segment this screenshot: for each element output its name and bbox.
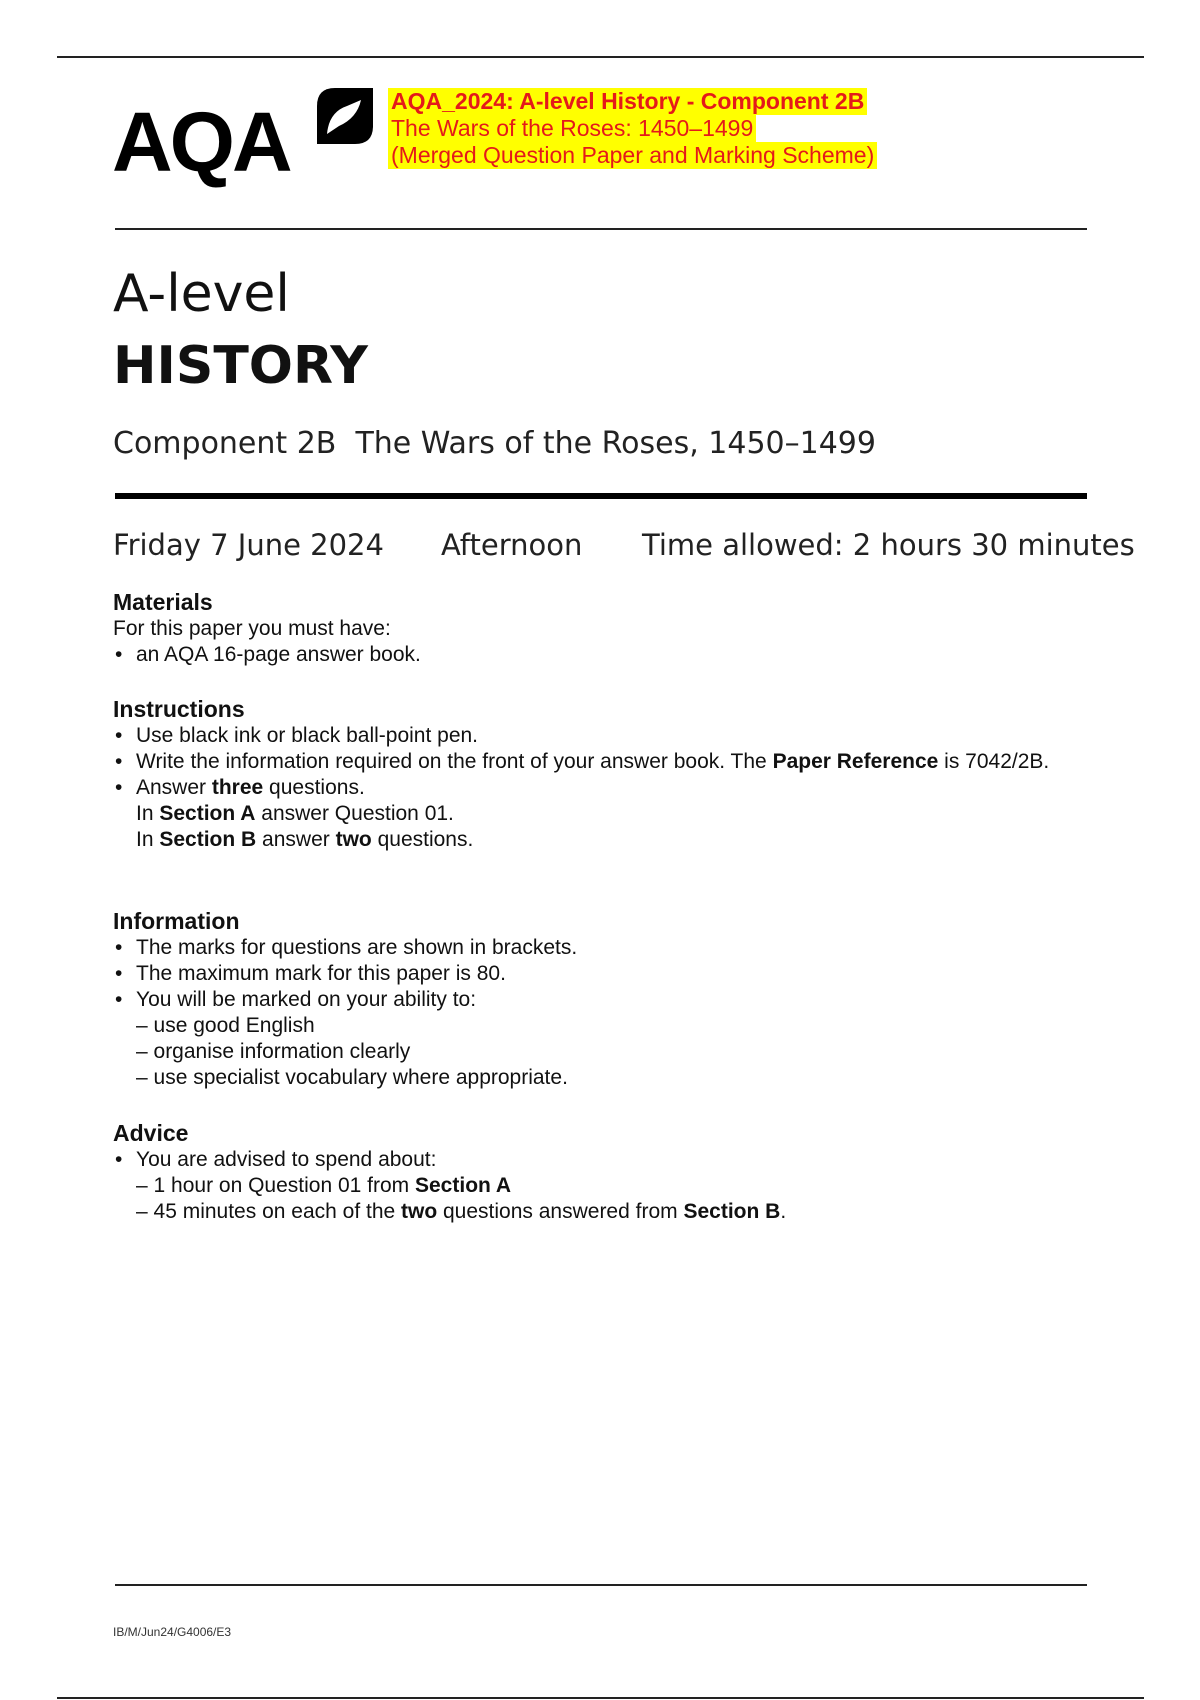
materials-intro: For this paper you must have: [113,617,391,640]
exam-date: Friday 7 June 2024 [113,528,384,562]
instructions-item: • Use black ink or black ball-point pen. [113,723,1073,749]
footer-divider [115,1584,1087,1586]
aqa-logo [112,88,374,189]
qualification-level: A-level [113,264,290,324]
advice-subitem: – 1 hour on Question 01 from Section A [136,1174,512,1197]
advice-item: • You are advised to spend about: [113,1147,1073,1173]
instructions-item: • Write the information required on the front of your answer book. The Paper Reference is 7042/2B. [113,749,1073,775]
information-item: • The maximum mark for this paper is 80. [113,961,1073,987]
logo-text: AQA [112,95,290,189]
document-title-highlight [388,88,877,169]
information-heading: Information [113,908,240,934]
highlight-line-1: AQA_2024: A-level History - Component 2B [388,88,867,115]
instructions-section [113,695,1073,853]
information-item: • You will be marked on your ability to: [113,987,1073,1013]
highlight-line-2: The Wars of the Roses: 1450–1499 [388,115,756,142]
highlight-line-3: (Merged Question Paper and Marking Scheme) [388,142,877,169]
materials-section [113,588,1073,668]
advice-section [113,1119,1073,1225]
component-title: Component 2B The Wars of the Roses, 1450–1499 [113,426,876,461]
information-section [113,907,1073,1091]
page-bottom-rule [57,1697,1144,1699]
logo-mark-icon [317,88,373,144]
instructions-heading: Instructions [113,696,245,722]
paper-reference-code: IB/M/Jun24/G4006/E3 [113,1625,232,1639]
time-allowed: Time allowed: 2 hours 30 minutes [642,528,1135,562]
information-item: • The marks for questions are shown in brackets. [113,935,1073,961]
subject-title: HISTORY [113,336,368,396]
exam-session: Afternoon [441,528,583,562]
header-divider [115,228,1087,230]
advice-subitem: – 45 minutes on each of the two questions answered from Section B. [136,1200,787,1223]
information-subitem: – use good English [136,1014,315,1037]
information-subitem: – organise information clearly [136,1040,411,1063]
information-subitem: – use specialist vocabulary where appropriate. [136,1066,568,1089]
instructions-item: • Answer three questions. In Section A answer Question 01. In Section B answer two questions. [113,775,1073,853]
materials-item: • an AQA 16-page answer book. [113,642,1073,668]
page-top-rule [57,56,1144,58]
thick-divider [115,493,1087,499]
materials-heading: Materials [113,589,213,615]
advice-heading: Advice [113,1120,189,1146]
